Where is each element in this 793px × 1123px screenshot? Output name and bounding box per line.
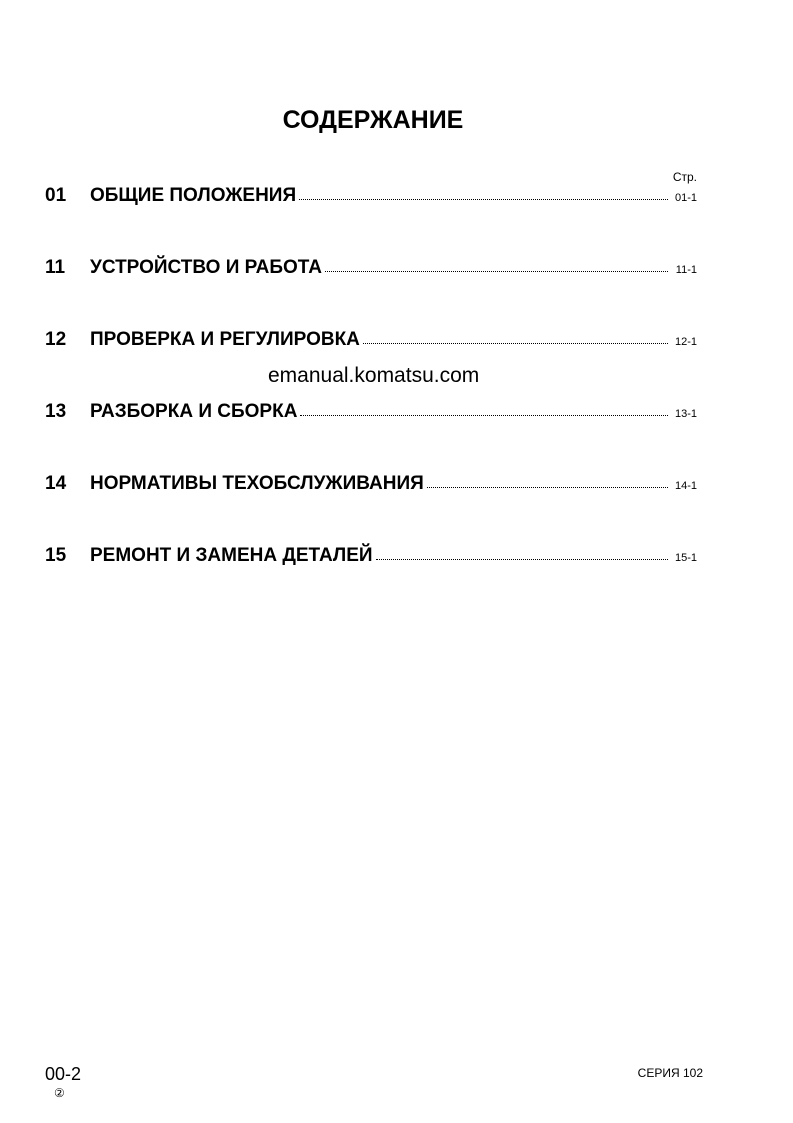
- toc-entry-title: УСТРОЙСТВО И РАБОТА: [90, 257, 322, 278]
- toc-entry-title: ПРОВЕРКА И РЕГУЛИРОВКА: [90, 329, 360, 350]
- toc-entry-page: 01-1: [674, 192, 697, 204]
- toc-entry[interactable]: [45, 185, 697, 209]
- page-column-label: Стр.: [672, 170, 697, 184]
- watermark: emanual.komatsu.com: [268, 364, 480, 387]
- dot-leader: [300, 415, 668, 416]
- toc-entry-number: 12: [45, 329, 67, 350]
- toc-entry-title: НОРМАТИВЫ ТЕХОБСЛУЖИВАНИЯ: [90, 473, 424, 494]
- toc-entry-page: 11-1: [675, 264, 697, 276]
- footer-page-number: 00-2: [45, 1064, 82, 1084]
- toc-entry-page: 12-1: [674, 336, 697, 348]
- dot-leader: [325, 271, 668, 272]
- toc-entry[interactable]: [45, 401, 697, 425]
- toc-entry[interactable]: [45, 257, 697, 281]
- footer-series: СЕРИЯ 102: [637, 1066, 703, 1080]
- toc-entry[interactable]: [45, 329, 697, 353]
- page-title: СОДЕРЖАНИЕ: [282, 106, 464, 134]
- toc-entry-title: ОБЩИЕ ПОЛОЖЕНИЯ: [90, 185, 297, 206]
- toc-entry-number: 15: [45, 545, 67, 566]
- dot-leader: [299, 199, 668, 200]
- toc-entry-number: 14: [45, 473, 67, 494]
- toc-entry-number: 11: [45, 257, 66, 278]
- toc-entry-title: РЕМОНТ И ЗАМЕНА ДЕТАЛЕЙ: [90, 545, 373, 566]
- toc-entry-number: 01: [45, 185, 67, 206]
- toc-entry-page: 14-1: [674, 480, 697, 492]
- toc-entry-number: 13: [45, 401, 67, 422]
- toc-entry[interactable]: [45, 473, 697, 497]
- dot-leader: [363, 343, 668, 344]
- toc-entry-page: 13-1: [674, 408, 697, 420]
- toc-entry-title: РАЗБОРКА И СБОРКА: [90, 401, 298, 422]
- toc-entry[interactable]: [45, 545, 697, 569]
- dot-leader: [427, 487, 668, 488]
- footer-revision: ②: [54, 1086, 65, 1100]
- dot-leader: [376, 559, 668, 560]
- toc-entry-page: 15-1: [674, 552, 697, 564]
